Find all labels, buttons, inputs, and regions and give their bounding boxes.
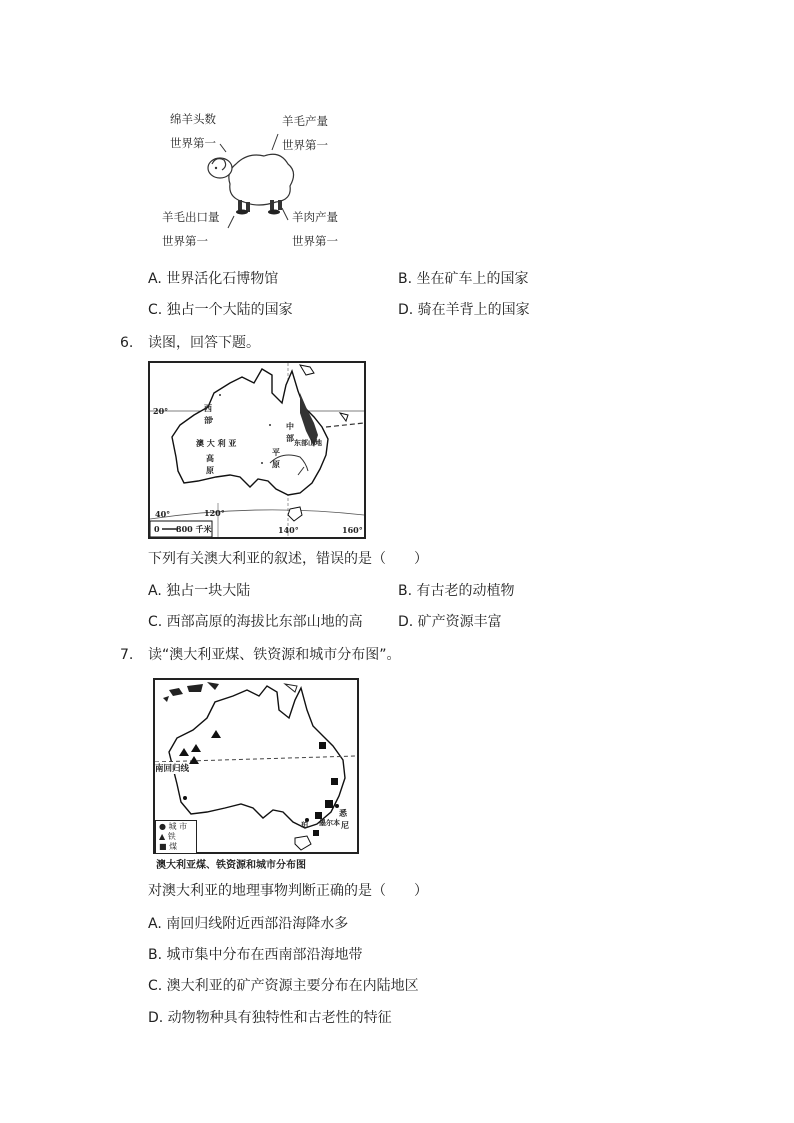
q6-lat40-label: 40° bbox=[155, 509, 171, 519]
sheep-label-mutton-2: 世界第一 bbox=[292, 234, 338, 248]
q7-city-label-2: 尼 bbox=[341, 820, 349, 830]
sheep-label-export-1: 羊毛出口量 bbox=[162, 210, 220, 224]
q7-city-label-1: 悉 bbox=[339, 808, 347, 818]
sheep-label-wool-2: 世界第一 bbox=[282, 138, 328, 152]
q6-country-label: 澳 大 利 亚 bbox=[196, 438, 237, 448]
q6-option-d[interactable]: D. 矿产资源丰富 bbox=[398, 614, 502, 630]
q6-option-b[interactable]: B. 有古老的动植物 bbox=[398, 583, 515, 599]
q6-option-c[interactable]: C. 西部高原的海拔比东部山地的高 bbox=[148, 614, 363, 630]
q6-option-a[interactable]: A. 独占一块大陆 bbox=[148, 583, 251, 599]
q7-number: 7. bbox=[120, 647, 134, 663]
legend-city: ● 城 市 bbox=[159, 822, 188, 831]
legend-iron: ▲ 铁 bbox=[159, 832, 176, 841]
q6-west-char-2: 部 bbox=[204, 415, 212, 425]
q6-lat20-label: 20° bbox=[153, 406, 169, 416]
q6-map bbox=[148, 361, 366, 539]
q6-west-char-1: 西 bbox=[204, 403, 212, 413]
q6-west-char-3: 高 bbox=[206, 453, 214, 463]
sheep-label-export-2: 世界第一 bbox=[162, 234, 208, 248]
q6-number: 6. bbox=[120, 335, 134, 351]
sheep-figure bbox=[158, 108, 348, 250]
q7-option-c[interactable]: C. 澳大利亚的矿产资源主要分布在内陆地区 bbox=[148, 978, 419, 994]
q6-prompt: 读图，回答下题。 bbox=[148, 335, 260, 351]
q6-mid-char-1: 中 bbox=[286, 421, 294, 431]
q7-option-a[interactable]: A. 南回归线附近西部沿海降水多 bbox=[148, 916, 349, 932]
sheep-label-count-1: 绵羊头数 bbox=[170, 112, 216, 126]
legend-coal: ■ 煤 bbox=[159, 842, 178, 851]
q7-map bbox=[153, 678, 359, 854]
q7-tropic-label: 南回归线 bbox=[155, 764, 190, 774]
q6-lon140-label: 140° bbox=[278, 525, 299, 535]
q7-option-d[interactable]: D. 动物物种具有独特性和古老性的特征 bbox=[148, 1010, 392, 1026]
q5-option-c[interactable]: C. 独占一个大陆的国家 bbox=[148, 302, 293, 318]
q6-lon160-label: 160° bbox=[342, 525, 363, 535]
q7-option-b[interactable]: B. 城市集中分布在西南部沿海地带 bbox=[148, 947, 363, 963]
q5-option-a[interactable]: A. 世界活化石博物馆 bbox=[148, 271, 279, 287]
q6-scale-zero: 0 bbox=[154, 524, 160, 534]
q6-scale-label: 800 千米 bbox=[176, 524, 212, 534]
q6-mid-char-2: 部 bbox=[286, 433, 294, 443]
q7-question: 对澳大利亚的地理事物判断正确的是（ ） bbox=[148, 883, 428, 899]
q6-east-label: 东部山地 bbox=[294, 438, 322, 447]
sheep-label-wool-1: 羊毛产量 bbox=[282, 114, 328, 128]
q7-figure bbox=[148, 675, 362, 871]
q7-city-label-4: 珀 bbox=[301, 820, 308, 829]
q6-question: 下列有关澳大利亚的叙述，错误的是（ ） bbox=[148, 551, 428, 567]
q7-prompt: 读“澳大利亚煤、铁资源和城市分布图”。 bbox=[148, 647, 401, 663]
sheep-label-count-2: 世界第一 bbox=[170, 136, 216, 150]
q6-mid-char-4: 原 bbox=[272, 459, 280, 469]
q6-lon120-label: 120° bbox=[204, 508, 225, 518]
australia-relief-map bbox=[150, 363, 364, 537]
q7-legend bbox=[155, 820, 197, 854]
q7-city-label-3: 墨尔本 bbox=[319, 818, 340, 827]
sheep-label-mutton-1: 羊肉产量 bbox=[292, 210, 338, 224]
q5-option-b[interactable]: B. 坐在矿车上的国家 bbox=[398, 271, 529, 287]
q6-west-char-4: 原 bbox=[206, 465, 214, 475]
q7-caption: 澳大利亚煤、铁资源和城市分布图 bbox=[156, 860, 306, 871]
q6-mid-char-3: 平 bbox=[272, 447, 280, 457]
sheep-illustration bbox=[158, 108, 348, 250]
q5-option-d[interactable]: D. 骑在羊背上的国家 bbox=[398, 302, 530, 318]
